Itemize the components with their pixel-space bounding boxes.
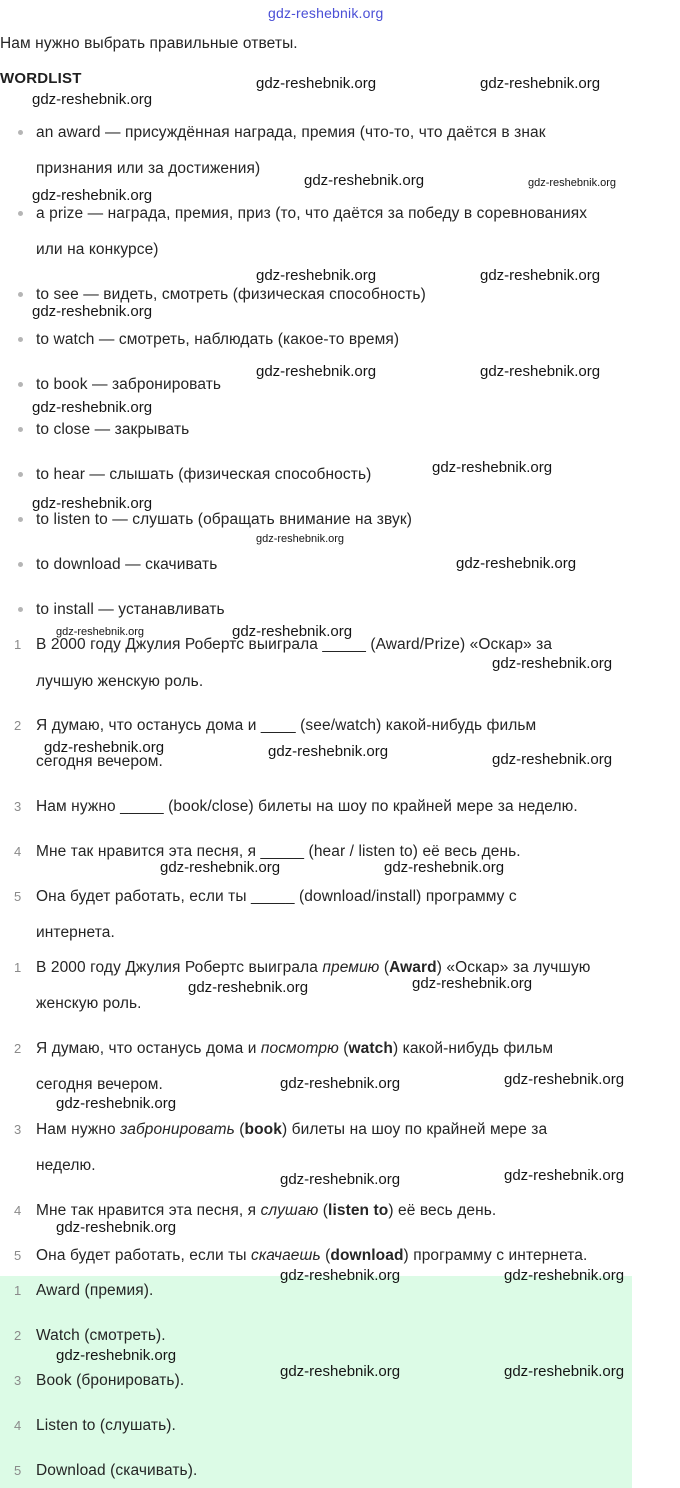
wordlist-item: to install — устанавливать xyxy=(36,601,225,618)
task-number: 1 xyxy=(14,637,22,652)
wordlist-item: to close — закрывать xyxy=(36,421,190,438)
bullet xyxy=(18,130,23,135)
watermark: gdz-reshebnik.org xyxy=(280,1267,401,1284)
watermark: gdz-reshebnik.org xyxy=(480,267,601,284)
watermark: gdz-reshebnik.org xyxy=(280,1075,401,1092)
watermark: gdz-reshebnik.org xyxy=(256,533,345,545)
bullet xyxy=(18,517,23,522)
wordlist-item-cont: признания или за достижения) xyxy=(36,160,261,177)
bullet xyxy=(18,607,23,612)
task-number: 5 xyxy=(14,889,22,904)
task-text: Я думаю, что останусь дома и ____ (see/watch) какой-нибудь фильм xyxy=(36,717,537,734)
summary-number: 3 xyxy=(14,1373,22,1388)
answer-number: 4 xyxy=(14,1203,22,1218)
watermark: gdz-reshebnik.org xyxy=(56,1347,177,1364)
answer-text: Нам нужно забронировать (book) билеты на шоу по крайней мере за xyxy=(36,1121,548,1138)
wordlist-item: to watch — смотреть, наблюдать (какое-то время) xyxy=(36,331,400,348)
wordlist-item: to see — видеть, смотреть (физическая способность) xyxy=(36,286,426,303)
answer-number: 2 xyxy=(14,1041,22,1056)
watermark: gdz-reshebnik.org xyxy=(256,75,377,92)
watermark: gdz-reshebnik.org xyxy=(504,1363,625,1380)
answer-text: Я думаю, что останусь дома и посмотрю (watch) какой-нибудь фильм xyxy=(36,1040,554,1057)
answer-text: Она будет работать, если ты скачаешь (download) программу с интернета. xyxy=(36,1247,588,1264)
wordlist-item: a prize — награда, премия, приз (то, что даётся за победу в соревнованиях xyxy=(36,205,588,222)
wordlist-item-cont: или на конкурсе) xyxy=(36,241,159,258)
watermark: gdz-reshebnik.org xyxy=(480,363,601,380)
watermark: gdz-reshebnik.org xyxy=(492,655,613,672)
bullet xyxy=(18,211,23,216)
task-text: Она будет работать, если ты _____ (download/install) программу с xyxy=(36,888,517,905)
summary-item: Listen to (слушать). xyxy=(36,1417,176,1434)
watermark: gdz-reshebnik.org xyxy=(256,363,377,380)
answer-number: 3 xyxy=(14,1122,22,1137)
watermark: gdz-reshebnik.org xyxy=(412,975,533,992)
task-text: Нам нужно _____ (book/close) билеты на шоу по крайней мере за неделю. xyxy=(36,798,578,815)
watermark: gdz-reshebnik.org xyxy=(32,399,153,416)
summary-number: 4 xyxy=(14,1418,22,1433)
watermark: gdz-reshebnik.org xyxy=(32,187,153,204)
answer-text: Мне так нравится эта песня, я слушаю (listen to) её весь день. xyxy=(36,1202,497,1219)
task-text-cont: лучшую женскую роль. xyxy=(36,673,204,690)
bullet xyxy=(18,292,23,297)
answer-text-cont: женскую роль. xyxy=(36,995,142,1012)
bullet xyxy=(18,337,23,342)
watermark: gdz-reshebnik.org xyxy=(432,459,553,476)
watermark: gdz-reshebnik.org xyxy=(504,1167,625,1184)
watermark: gdz-reshebnik.org xyxy=(280,1363,401,1380)
wordlist-item: an award — присуждённая награда, премия (что-то, что даётся в знак xyxy=(36,124,546,141)
watermark: gdz-reshebnik.org xyxy=(268,743,389,760)
watermark: gdz-reshebnik.org xyxy=(456,555,577,572)
watermark: gdz-reshebnik.org xyxy=(160,859,281,876)
summary-number: 1 xyxy=(14,1283,22,1298)
task-text-cont: сегодня вечером. xyxy=(36,753,163,770)
watermark: gdz-reshebnik.org xyxy=(528,177,617,189)
wordlist-title: WORDLIST xyxy=(0,70,82,87)
watermark: gdz-reshebnik.org xyxy=(480,75,601,92)
summary-number: 5 xyxy=(14,1463,22,1478)
answer-text: В 2000 году Джулия Робертс выиграла премию (Award) «Оскар» за лучшую xyxy=(36,959,591,976)
watermark: gdz-reshebnik.org xyxy=(56,1095,177,1112)
watermark: gdz-reshebnik.org xyxy=(44,739,165,756)
summary-item: Award (премия). xyxy=(36,1282,154,1299)
watermark: gdz-reshebnik.org xyxy=(280,1171,401,1188)
header-watermark[interactable]: gdz-reshebnik.org xyxy=(268,5,384,21)
bullet xyxy=(18,382,23,387)
answer-number: 5 xyxy=(14,1248,22,1263)
watermark: gdz-reshebnik.org xyxy=(32,91,153,108)
watermark: gdz-reshebnik.org xyxy=(492,751,613,768)
answer-text-cont: сегодня вечером. xyxy=(36,1076,163,1093)
intro-text: Нам нужно выбрать правильные ответы. xyxy=(0,35,298,52)
watermark: gdz-reshebnik.org xyxy=(32,303,153,320)
wordlist-item: to book — забронировать xyxy=(36,376,222,393)
bullet xyxy=(18,427,23,432)
wordlist-item: to hear — слышать (физическая способность) xyxy=(36,466,372,483)
watermark: gdz-reshebnik.org xyxy=(304,172,425,189)
task-number: 2 xyxy=(14,718,22,733)
watermark: gdz-reshebnik.org xyxy=(256,267,377,284)
summary-item: Book (бронировать). xyxy=(36,1372,185,1389)
watermark: gdz-reshebnik.org xyxy=(56,1219,177,1236)
task-text: Мне так нравится эта песня, я _____ (hear / listen to) её весь день. xyxy=(36,843,521,860)
bullet xyxy=(18,472,23,477)
watermark: gdz-reshebnik.org xyxy=(188,979,309,996)
task-number: 3 xyxy=(14,799,22,814)
task-text: В 2000 году Джулия Робертс выиграла _____ (Award/Prize) «Оскар» за xyxy=(36,636,553,653)
task-text-cont: интернета. xyxy=(36,924,115,941)
wordlist-item: to download — скачивать xyxy=(36,556,218,573)
summary-item: Download (скачивать). xyxy=(36,1462,198,1479)
answer-number: 1 xyxy=(14,960,22,975)
wordlist-item: to listen to — слушать (обращать внимание на звук) xyxy=(36,511,412,528)
watermark: gdz-reshebnik.org xyxy=(232,623,353,640)
answer-text-cont: неделю. xyxy=(36,1157,96,1174)
watermark: gdz-reshebnik.org xyxy=(32,495,153,512)
summary-item: Watch (смотреть). xyxy=(36,1327,166,1344)
summary-number: 2 xyxy=(14,1328,22,1343)
task-number: 4 xyxy=(14,844,22,859)
watermark: gdz-reshebnik.org xyxy=(384,859,505,876)
bullet xyxy=(18,562,23,567)
watermark: gdz-reshebnik.org xyxy=(504,1071,625,1088)
watermark: gdz-reshebnik.org xyxy=(504,1267,625,1284)
watermark: gdz-reshebnik.org xyxy=(56,626,145,638)
